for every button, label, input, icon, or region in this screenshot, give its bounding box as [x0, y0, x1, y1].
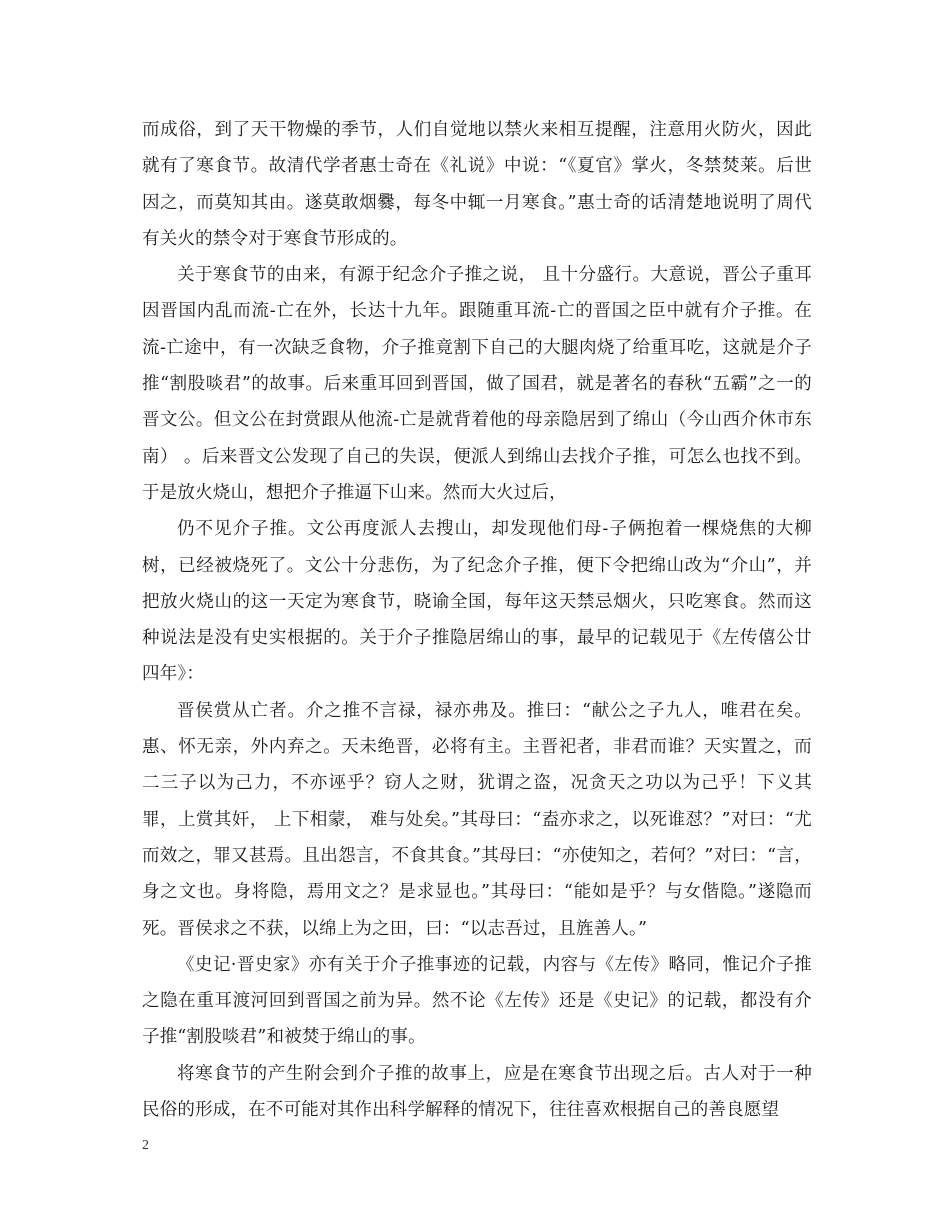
paragraph-1: 而成俗，到了天干物燥的季节，人们自觉地以禁火来相互提醒，注意用火防火，因此就有了寒食节。故清代学者惠士奇在《礼说》中说：“《夏官》掌火，冬禁焚莱。后世因之，而莫知其由。遂莫敢烟爨，每冬中辄一月寒食。”惠士奇的话清楚地说明了周代有关火的禁令对于寒食节形成的。 — [142, 120, 812, 249]
page-number: 2 — [142, 1138, 149, 1153]
document-body — [142, 112, 812, 1128]
paragraph-2: 关于寒食节的由来，有源于纪念介子推之说， 且十分盛行。大意说，晋公子重耳因晋国内乱而流-亡在外，长达十九年。跟随重耳流-亡的晋国之臣中就有介子推。在流-亡途中，有一次缺乏食物，介子推竟割下自己的大腿肉烧了给重耳吃，这就是介子推“割股啖君”的故事。后来重耳回到晋国，做了国君，就是著名的春秋“五霸”之一的晋文公。但文公在封赏跟从他流-亡是就背着他的母亲隐居到了绵山（今山西介休市东南） 。后来晋文公发现了自己的失误，便派人到绵山去找介子推，可怎么也找不到。于是放火烧山，想把介子推逼下山来。然而大火过后， — [142, 265, 812, 503]
paragraph-3: 仍不见介子推。文公再度派人去搜山，却发现他们母-子俩抱着一棵烧焦的大柳树，已经被烧死了。文公十分悲伤，为了纪念介子推，便下令把绵山改为“介山”，并把放火烧山的这一天定为寒食节，晓谕全国，每年这天禁忌烟火，只吃寒食。然而这种说法是没有史实根据的。关于介子推隐居绵山的事，最早的记载见于《左传僖公廿四年》： — [142, 519, 812, 685]
paragraph-6: 将寒食节的产生附会到介子推的故事上，应是在寒食节出现之后。古人对于一种民俗的形成，在不可能对其作出科学解释的情况下，往往喜欢根据自己的善良愿望 — [142, 1063, 812, 1121]
paragraph-5: 《史记·晋史家》亦有关于介子推事迹的记载，内容与《左传》略同，惟记介子推之隐在重耳渡河回到晋国之前为异。然不论《左传》还是《史记》的记载，都没有介子推“割股啖君”和被焚于绵山的事。 — [142, 954, 812, 1048]
paragraph-4: 晋侯赏从亡者。介之推不言禄，禄亦弗及。推曰：“献公之子九人，唯君在矣。惠、怀无亲，外内弃之。天未绝晋，必将有主。主晋祀者，非君而谁？天实置之，而二三子以为己力，不亦诬乎？窃人之财，犹谓之盗，况贪天之功以为己乎！下义其罪，上赏其奸， 上下相蒙， 难与处矣。”其母曰：“盍亦求之，以死谁怼？”对曰：“尤而效之，罪又甚焉。且出怨言，不食其食。”其母曰：“亦使知之，若何？”对曰：“言，身之文也。身将隐，焉用文之？是求显也。”其母曰：“能如是乎？与女偕隐。”遂隐而死。晋侯求之不获，以绵上为之田，曰：“以志吾过，且旌善人。” — [142, 700, 812, 939]
